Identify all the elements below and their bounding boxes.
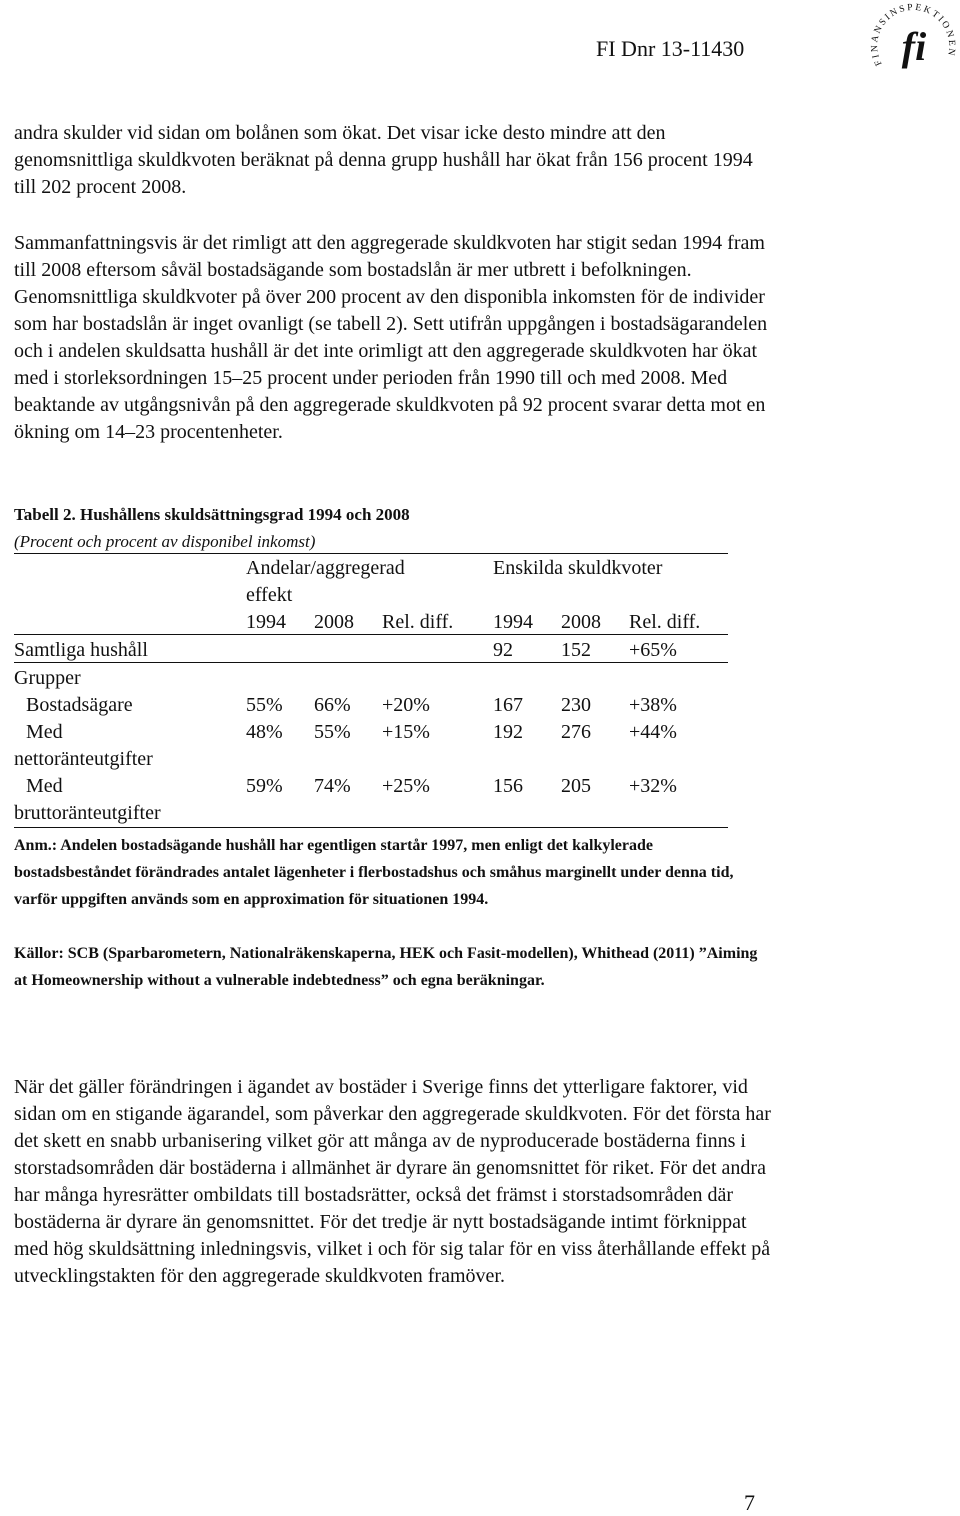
table-note: Anm.: Andelen bostadsägande hushåll har egentligen startår 1997, men enligt det kalkylerade bostadsbeståndet förändrades antalet lägenheter i flerbostadshus och småhus marginellt under denna tid, varför uppgiften används som en approximation för situationen 1994. (14, 837, 734, 908)
page-number: 7 (744, 1490, 755, 1515)
table-cell: 167 (493, 694, 523, 716)
finansinspektionen-logo (868, 0, 960, 92)
col-header: 2008 (314, 611, 354, 633)
col-header: Rel. diff. (629, 611, 701, 633)
table-cell: +20% (382, 694, 430, 716)
table-cell: +15% (382, 721, 430, 743)
table-cell: 230 (561, 694, 591, 716)
paragraph-3: När det gäller förändringen i ägandet av bostäder i Sverige finns det ytterligare faktorer, vid sidan om en stigande ägarandel, som påverkar den aggregerade skuldkvoten. För det första har det skett en snabb urbanisering vilket gör att många av de nyproducerade bostäderna finns i storstadsområden där bostäderna i allmänhet är dyrare än genomsnittet för riket. För det andra har många hyresrätter ombildats till bostadsrätter, också det främst i storstadsområden där bostäderna är dyrare än genomsnittet. För det tredje är nytt bostadsägande intimt förknippat med hög skuldsättning inledningsvis, vilket i och för sig talar för en viss återhållande effekt på utvecklingstakten för den aggregerade skuldkvoten framöver. (14, 1076, 771, 1287)
row-label-brutto: Med (26, 775, 63, 797)
table-cell: 55% (314, 721, 351, 743)
table-cell: 152 (561, 639, 591, 661)
paragraph-1: andra skulder vid sidan om bolånen som ökat. Det visar icke desto mindre att den genomsnittliga skuldkvoten beräknat på denna grupp hushåll har ökat från 156 procent 1994 till 202 procent 2008. (14, 122, 753, 198)
group-header-aggregate-cont: effekt (246, 584, 293, 606)
table-cell: 55% (246, 694, 283, 716)
table-header-rule (14, 634, 728, 635)
table-rule (14, 662, 728, 663)
table-bottom-rule (14, 827, 728, 828)
group-header-individual: Enskilda skuldkvoter (493, 557, 663, 579)
table-subcaption: (Procent och procent av disponibel inkomst) (14, 532, 316, 551)
table-cell: 156 (493, 775, 523, 797)
paragraph-2: Sammanfattningsvis är det rimligt att den aggregerade skuldkvoten har stigit sedan 1994 fram till 2008 eftersom såväl bostadsägande som bostadslån är mer utbrett i befolkningen. Genomsnittliga skuldkvoter på över 200 procent av den disponibla inkomsten för de individer som har bostadslån är inget ovanligt (se tabell 2). Sett utifrån uppgången i bostadsägarandelen och i andelen skuldsatta hushåll är det inte orimligt att den aggregerade skuldkvoten har ökat med i storleksordningen 15–25 procent under perioden från 1990 till och med 2008. Med beaktande av utgångsnivån på den aggregerade skuldkvoten på 92 procent svarar detta mot en ökning om 14–23 procentenheter. (14, 232, 768, 443)
row-label-bostadsagare: Bostadsägare (26, 694, 133, 716)
row-label-brutto-cont: bruttoränteutgifter (14, 802, 161, 824)
table-top-rule (14, 553, 728, 554)
logo-mark: fi (901, 24, 927, 69)
row-label-grupper: Grupper (14, 667, 81, 689)
table-cell: 192 (493, 721, 523, 743)
table-cell: +32% (629, 775, 677, 797)
table-cell: +65% (629, 639, 677, 661)
col-header: Rel. diff. (382, 611, 454, 633)
group-header-aggregate: Andelar/aggregerad (246, 557, 405, 579)
table-cell: 48% (246, 721, 283, 743)
table-cell: 92 (493, 639, 513, 661)
col-header: 1994 (246, 611, 286, 633)
table-cell: 66% (314, 694, 351, 716)
table-caption: Tabell 2. Hushållens skuldsättningsgrad 1994 och 2008 (14, 505, 410, 524)
table-cell: 59% (246, 775, 283, 797)
row-label-netto: Med (26, 721, 63, 743)
table-cell: +38% (629, 694, 677, 716)
col-header: 2008 (561, 611, 601, 633)
table-cell: 276 (561, 721, 591, 743)
row-label-samtliga: Samtliga hushåll (14, 639, 148, 661)
table-sources: Källor: SCB (Sparbarometern, Nationalräkenskaperna, HEK och Fasit-modellen), Whithead (2011) ”Aiming at Homeownership without a vulnerable indebtedness” och egna beräkningar. (14, 945, 758, 989)
logo-ring-text: FINANSINSPEKTIONEN (870, 2, 957, 68)
table-cell: +25% (382, 775, 430, 797)
table-cell: 74% (314, 775, 351, 797)
logo-graphic (868, 0, 960, 92)
table-cell: +44% (629, 721, 677, 743)
document-reference: FI Dnr 13-11430 (596, 36, 745, 61)
row-label-netto-cont: nettoränteutgifter (14, 748, 153, 770)
table-cell: 205 (561, 775, 591, 797)
col-header: 1994 (493, 611, 533, 633)
